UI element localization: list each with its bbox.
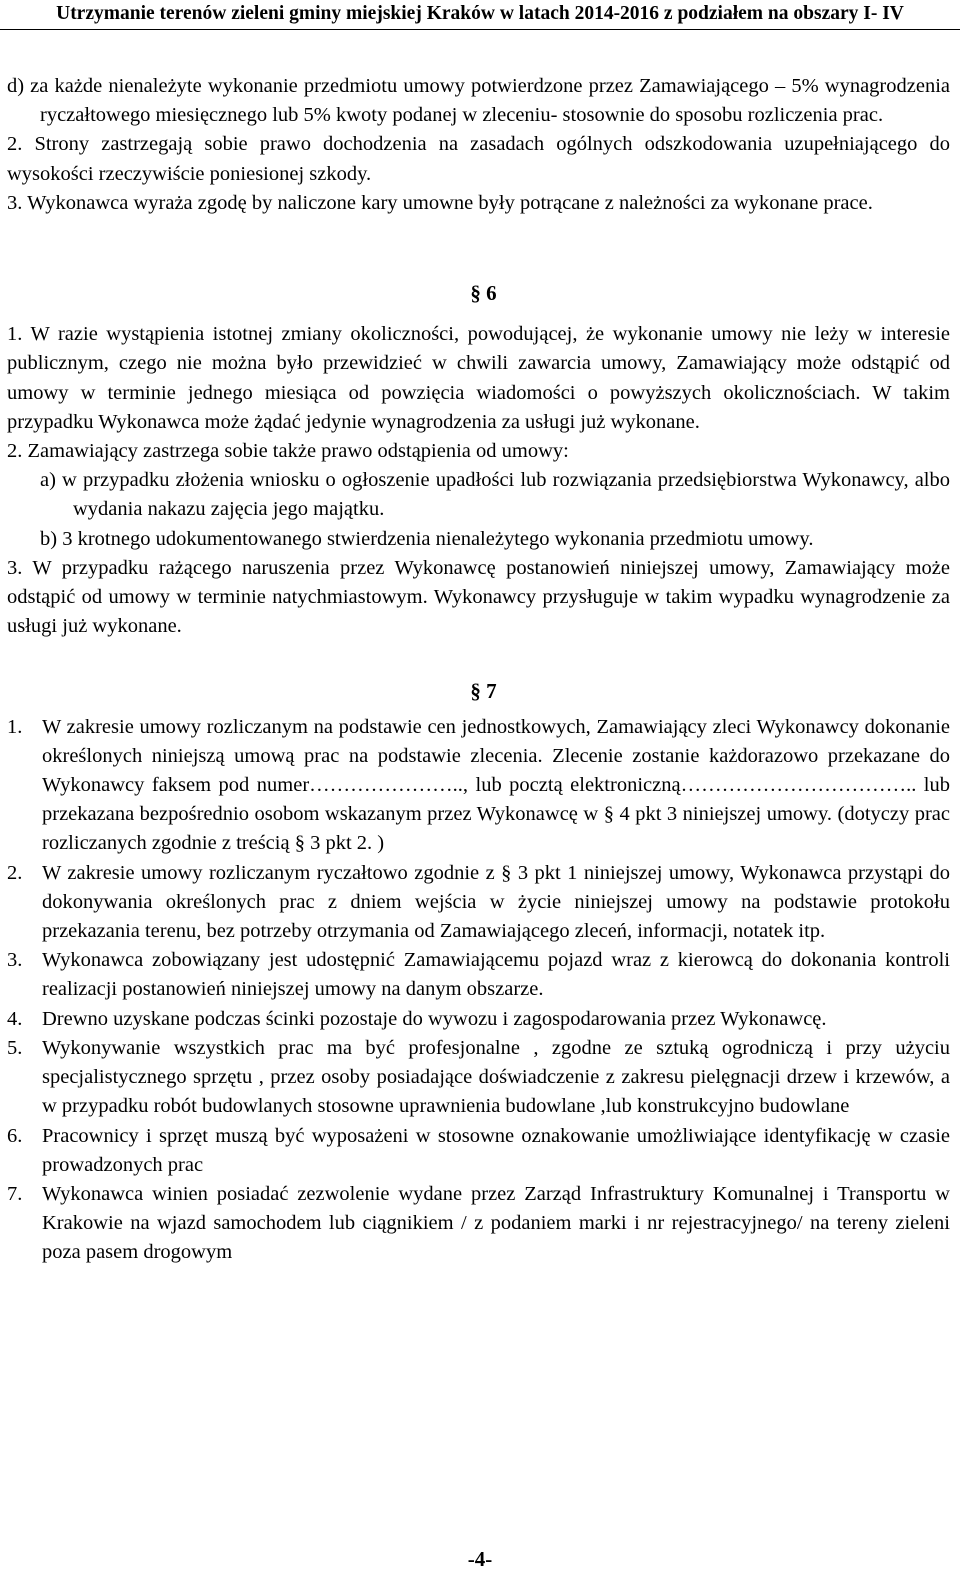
list-item <box>7 859 950 947</box>
list-item-text: Pracownicy i sprzęt muszą być wyposażeni w stosowne oznakowanie umożliwiające identyfikację w czasie prowadzonych prac <box>42 1124 950 1176</box>
section-6-heading: § 6 <box>470 281 497 306</box>
list-item <box>7 1122 950 1180</box>
section-6-paragraph-2: 2. Zamawiający zastrzega sobie także prawo odstąpienia od umowy: <box>7 440 569 463</box>
list-item-number: 1. <box>7 715 23 738</box>
page-number: -4- <box>467 1547 493 1571</box>
list-item <box>7 1180 950 1268</box>
section-6-subitem-b: b) 3 krotnego udokumentowanego stwierdzenia nienależytego wykonania przedmiotu umowy. <box>40 527 814 550</box>
section-7-list <box>7 713 950 1268</box>
list-item-number: 7. <box>7 1182 23 1205</box>
list-item-number: 5. <box>7 1036 23 1059</box>
section-6-subitem-a: a) w przypadku złożenia wniosku o ogłoszenie upadłości lub rozwiązania przedsiębiorstwa Wykonawcy, albo wydania nakazu zajęcia jego majątku. <box>40 469 950 521</box>
list-item <box>7 713 950 859</box>
section-6-paragraph-1: 1. W razie wystąpienia istotnej zmiany okoliczności, powodującej, że wykonanie umowy nie leży w interesie publicznym, czego nie można było przewidzieć w chwili zawarcia umowy, Zamawiający może odstąpić od umowy w terminie jednego miesiąca od powzięcia wiadomości o powyższych okolicznościach. W takim przypadku Wykonawca może żądać jedynie wynagrodzenia za usługi już wykonane. <box>7 323 950 433</box>
list-item <box>7 1034 950 1122</box>
list-item-text: W zakresie umowy rozliczanym ryczałtowo zgodnie z § 3 pkt 1 niniejszej umowy, Wykonawca przystąpi do dokonywania określonych prac z dniem wejścia w życie niniejszej umowy na podstawie protokołu przekazania terenu, bez potrzeby otrzymania od Zamawiającego zleceń, informacji, notatek itp. <box>42 861 950 943</box>
list-item-text: Wykonywanie wszystkich prac ma być profesjonalne , zgodne ze sztuką ogrodniczą i przy użyciu specjalistycznego sprzętu , przez osoby posiadające doświadczenie z zakresu pielęgnacji drzew i krzewów, a w przypadku robót budowlanych stosowne uprawnienia budowlane ,lub konstrukcyjno budowlane <box>42 1036 950 1118</box>
list-item-number: 4. <box>7 1007 23 1030</box>
list-item-text: Drewno uzyskane podczas ścinki pozostaje do wywozu i zagospodarowania przez Wykonawcę. <box>42 1007 827 1030</box>
section-7-heading: § 7 <box>470 679 497 704</box>
list-item <box>7 1005 950 1034</box>
list-item-number: 6. <box>7 1124 23 1147</box>
list-item-number: 2. <box>7 861 23 884</box>
section-6-paragraph-3: 3. W przypadku rażącego naruszenia przez Wykonawcę postanowień niniejszej umowy, Zamawiający może odstąpić od umowy w terminie natychmiastowym. Wykonawcy przysługuje w takim wypadku wynagrodzenie za usługi już wykonane. <box>7 556 950 638</box>
list-item-text: W zakresie umowy rozliczanym na podstawie cen jednostkowych, Zamawiający zleci Wykonawcy dokonanie określonych niniejszą umową prac na podstawie zlecenia. Zlecenie zostanie każdorazowo przekazane do Wykonawcy faksem pod numer………………….., lub pocztą elektroniczną…………………………….. lub przekazana bezpośrednio osobom wskazanym przez Wykonawcę w § 4 pkt 3 niniejszej umowy. (dotyczy prac rozliczanych zgodnie z treścią § 3 pkt 2. ) <box>42 715 950 855</box>
clause-d: d) za każde nienależyte wykonanie przedmiotu umowy potwierdzone przez Zamawiającego – 5% wynagrodzenia ryczałtowego miesięcznego lub 5% kwoty podanej w zleceniu- stosownie do sposobu rozliczenia prac. <box>7 75 950 127</box>
page-header: Utrzymanie terenów zieleni gminy miejskiej Kraków w latach 2014-2016 z podziałem na obszary I- IV <box>0 0 960 30</box>
list-item-text: Wykonawca zobowiązany jest udostępnić Zamawiającemu pojazd wraz z kierowcą do dokonania kontroli realizacji postanowień niniejszej umowy na danym obszarze. <box>42 949 950 1001</box>
clause-3-deductions: 3. Wykonawca wyraża zgodę by naliczone kary umowne były potrącane z należności za wykonane prace. <box>7 191 873 214</box>
list-item <box>7 946 950 1004</box>
document-body <box>7 72 950 1268</box>
list-item-text: Wykonawca winien posiadać zezwolenie wydane przez Zarząd Infrastruktury Komunalnej i Transportu w Krakowie na wjazd samochodem lub ciągnikiem / z podaniem marki i nr rejestracyjnego/ na tereny zieleni poza pasem drogowym <box>42 1182 950 1264</box>
list-item-number: 3. <box>7 949 23 972</box>
clause-2-damages: 2. Strony zastrzegają sobie prawo dochodzenia na zasadach ogólnych odszkodowania uzupełniającego do wysokości rzeczywiście poniesionej szkody. <box>7 133 950 185</box>
